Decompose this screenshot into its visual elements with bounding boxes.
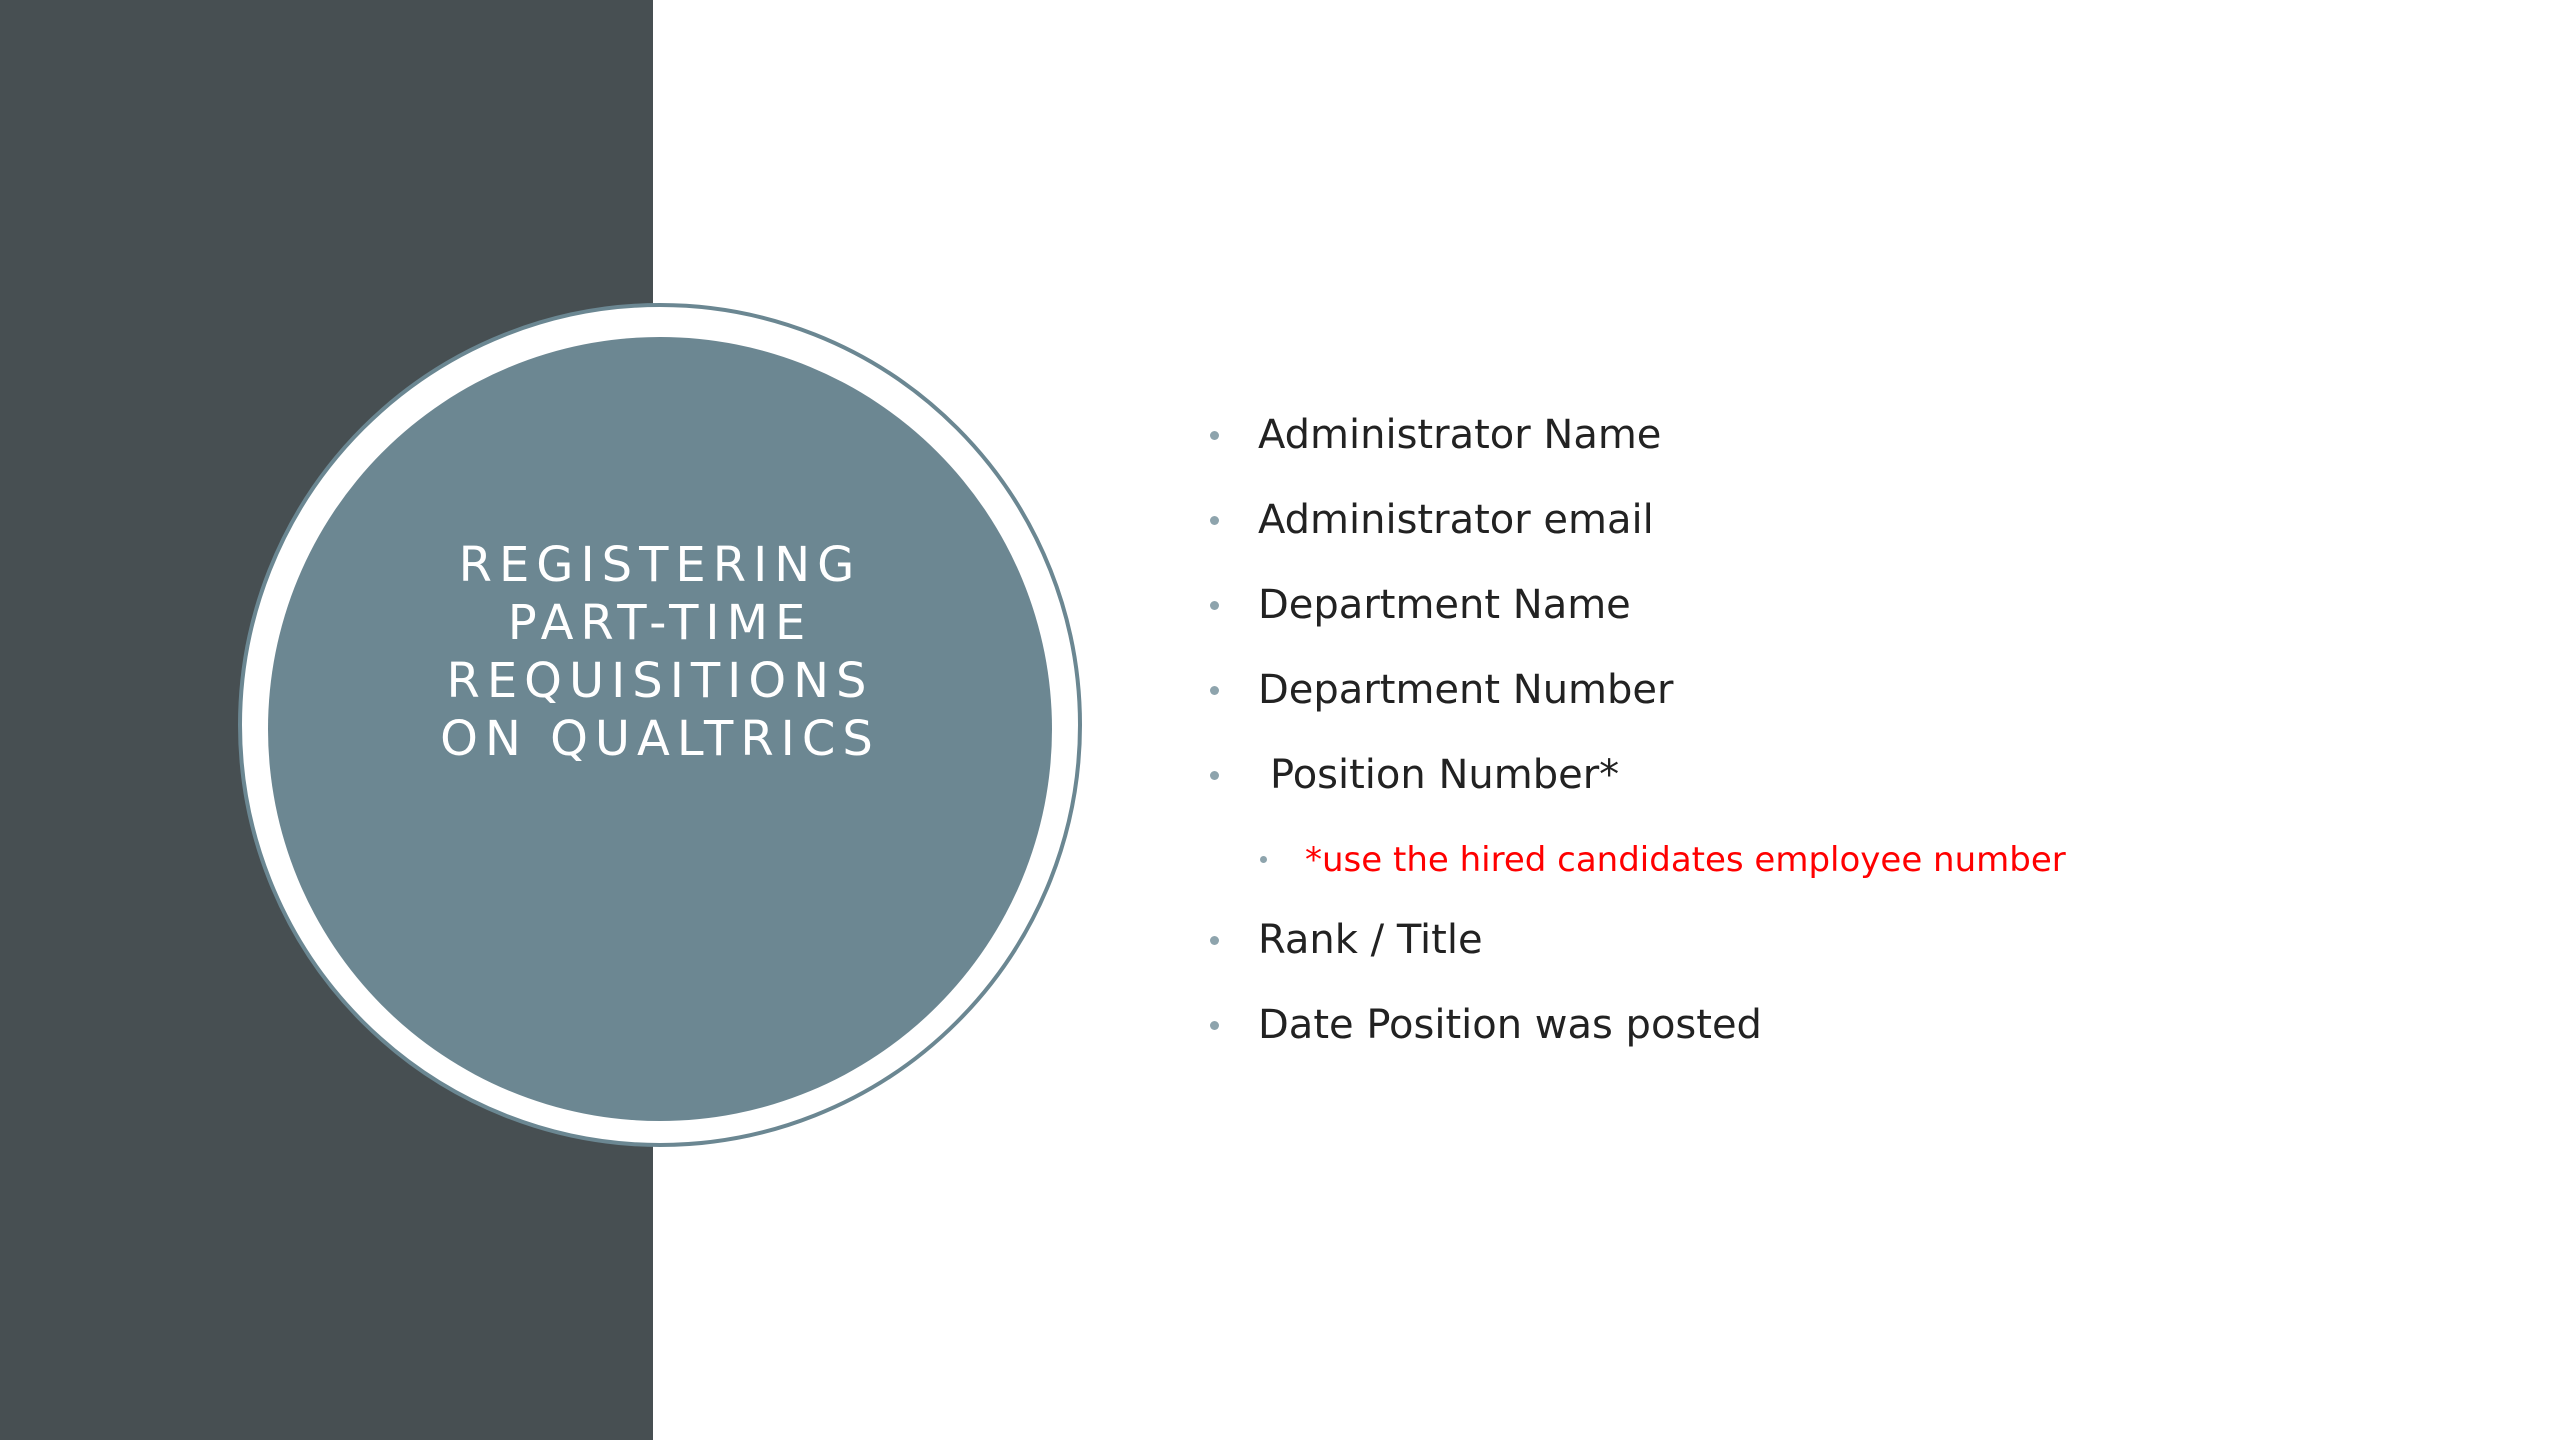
bullet-text: Position Number* bbox=[1270, 752, 1620, 798]
title-line-3: REQUISITIONS bbox=[446, 653, 874, 709]
bullet-rank-title bbox=[1208, 905, 2458, 990]
title-line-1: REGISTERING bbox=[458, 537, 862, 593]
bullet-date-position-posted bbox=[1208, 990, 2458, 1075]
sub-bullet-employee-number-note bbox=[1208, 825, 2458, 905]
bullet-administrator-email bbox=[1208, 485, 2458, 570]
bullet-dot-icon bbox=[1210, 601, 1219, 610]
bullet-dot-icon bbox=[1210, 1021, 1219, 1030]
bullet-text: Date Position was posted bbox=[1258, 1002, 1762, 1048]
bullet-text: Administrator email bbox=[1258, 497, 1654, 543]
bullet-dot-icon bbox=[1210, 516, 1219, 525]
title-line-2: PART-TIME bbox=[507, 595, 813, 651]
bullet-dot-icon bbox=[1210, 771, 1219, 780]
bullet-dot-icon bbox=[1210, 686, 1219, 695]
title-line-4: ON QUALTRICS bbox=[440, 711, 880, 767]
bullet-dot-icon bbox=[1210, 431, 1219, 440]
bullet-list bbox=[1208, 400, 2458, 1075]
slide-title bbox=[360, 536, 960, 768]
bullet-department-name bbox=[1208, 570, 2458, 655]
bullet-text: Department Name bbox=[1258, 582, 1631, 628]
bullet-department-number bbox=[1208, 655, 2458, 740]
bullet-dot-icon bbox=[1210, 936, 1219, 945]
bullet-text: Department Number bbox=[1258, 667, 1674, 713]
bullet-position-number bbox=[1208, 740, 2458, 825]
sub-bullet-dot-icon bbox=[1260, 856, 1267, 863]
bullet-administrator-name bbox=[1208, 400, 2458, 485]
bullet-text: Rank / Title bbox=[1258, 917, 1483, 963]
bullet-text: Administrator Name bbox=[1258, 412, 1662, 458]
sub-bullet-text: *use the hired candidates employee number bbox=[1305, 840, 2066, 880]
